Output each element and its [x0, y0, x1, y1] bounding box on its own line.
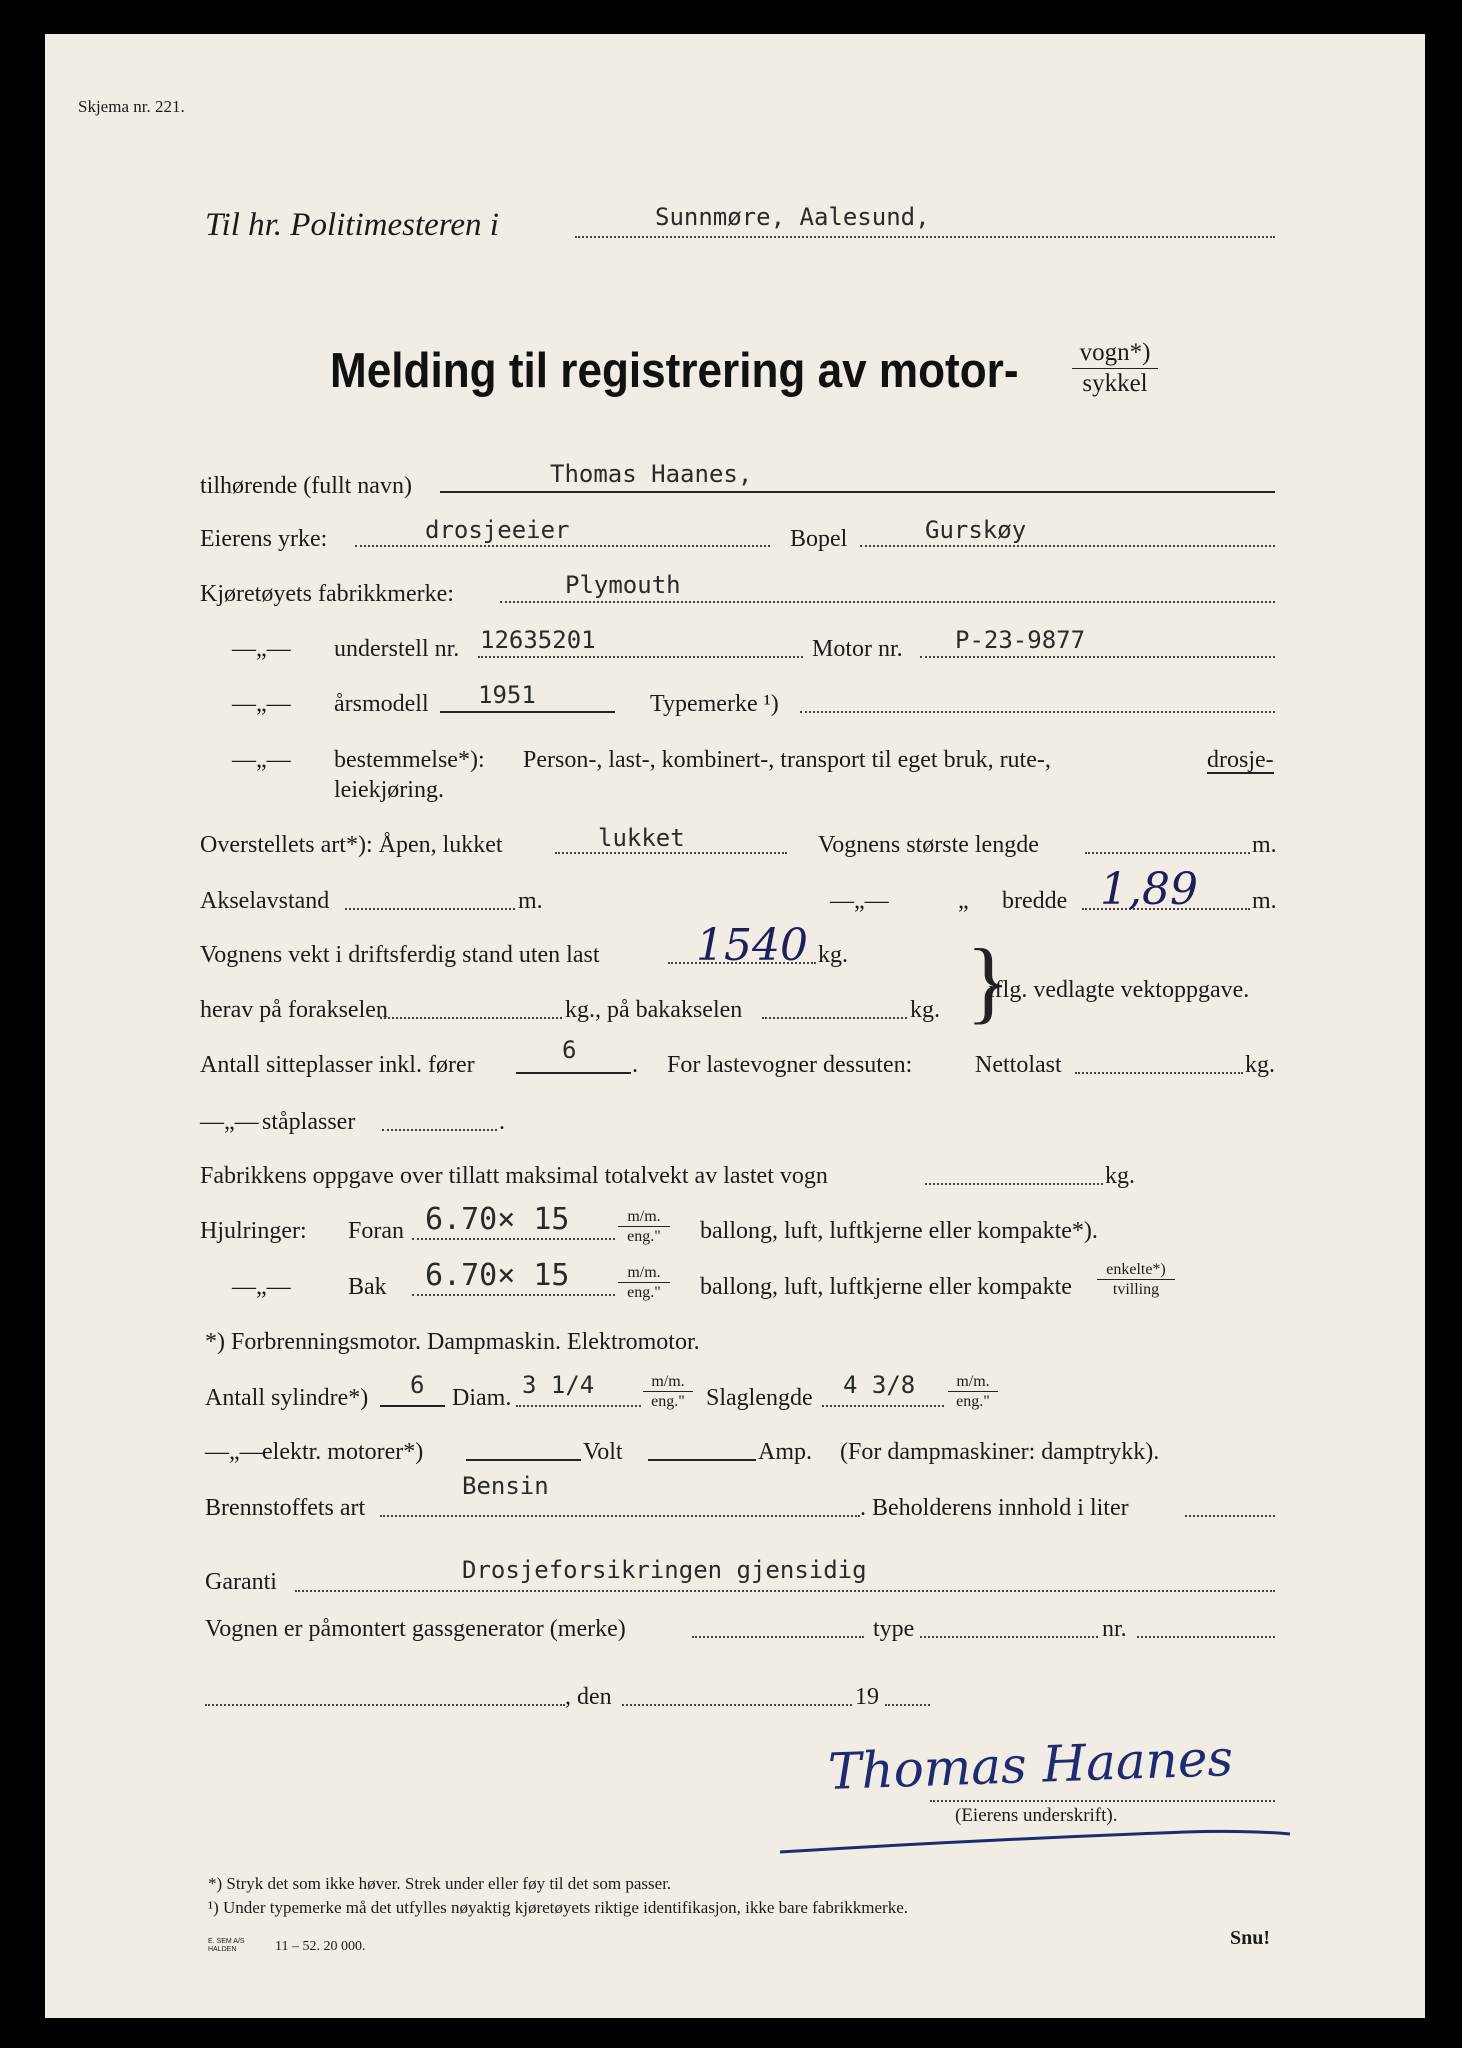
place-line: [205, 1704, 565, 1706]
ditto-mark: —„—: [232, 1274, 291, 1300]
insurance-label: Garanti: [205, 1569, 277, 1595]
maxweight-line: [925, 1183, 1103, 1185]
netload-unit: kg.: [1245, 1052, 1275, 1078]
addressee-value: Sunnmøre, Aalesund,: [655, 203, 930, 231]
residence-line: [860, 545, 1275, 547]
title-vehicle-type: [1072, 338, 1158, 399]
standing-period: .: [499, 1109, 505, 1135]
insurance-line: [295, 1590, 1275, 1592]
length-unit: m.: [1252, 832, 1277, 858]
gasgen-label: Vognen er påmontert gassgenerator (merke): [205, 1616, 626, 1642]
owner-label: tilhørende (fullt navn): [200, 473, 412, 499]
steam-note: (For dampmaskiner: damptrykk).: [840, 1439, 1160, 1465]
electric-label: elektr. motorer*): [262, 1439, 424, 1465]
seats-period: .: [632, 1052, 638, 1078]
signature-underline-stroke: [775, 1822, 1295, 1862]
purpose-options: Person-, last-, kombinert-, transport til eget bruk, rute-,: [523, 747, 1051, 773]
make-label: Kjøretøyets fabrikkmerke:: [200, 581, 454, 607]
title-sup: vogn*): [1072, 338, 1158, 369]
footnote-1: *) Stryk det som ikke høver. Strek under eller føy til det som passer.: [208, 1874, 672, 1893]
occupation-line: [355, 545, 770, 547]
unit-eng: eng.": [651, 1393, 685, 1411]
fuel-line: [380, 1515, 860, 1517]
make-value: Plymouth: [565, 571, 681, 599]
front-label: Foran: [348, 1218, 404, 1244]
ditto-mark: —„—: [232, 636, 291, 662]
width-value: 1,89: [1100, 864, 1198, 915]
electric-line: [466, 1459, 581, 1461]
date-year-prefix: 19: [855, 1684, 879, 1710]
engine-types: *) Forbrenningsmotor. Dampmaskin. Elektromotor.: [205, 1329, 700, 1355]
weight-value: 1540: [696, 920, 808, 971]
maxweight-label: Fabrikkens oppgave over tillatt maksimal totalvekt av lastet vogn: [200, 1163, 828, 1189]
single-option: enkelte*): [1097, 1260, 1175, 1280]
rear-rim-units: [618, 1263, 670, 1302]
addressee-line: [575, 236, 1275, 238]
volt-label: Volt: [583, 1439, 623, 1465]
front-axle-line: [380, 1017, 562, 1019]
make-line: [500, 601, 1275, 603]
width-ditto: „: [958, 888, 969, 914]
ditto-mark: —„—: [232, 691, 291, 717]
type-line: [800, 711, 1275, 713]
rear-single-twin: [1097, 1260, 1175, 1299]
occupation-label: Eierens yrke:: [200, 526, 328, 552]
cylinders-value: 6: [410, 1371, 425, 1399]
chassis-line: [478, 656, 803, 658]
front-rim-units: [618, 1207, 670, 1246]
wheelbase-unit: m.: [518, 888, 543, 914]
width-unit: m.: [1252, 888, 1277, 914]
stroke-line: [822, 1405, 944, 1407]
seats-value: 6: [562, 1036, 577, 1064]
owner-signature: Thomas Haanes: [827, 1728, 1234, 1802]
unit-eng: eng.": [956, 1393, 990, 1411]
date-line: [622, 1704, 852, 1706]
type-label: Typemerke ¹): [650, 691, 779, 717]
width-label: bredde: [1002, 888, 1068, 914]
amp-label: Amp.: [758, 1439, 812, 1465]
purpose-options-cont: leiekjøring.: [334, 777, 444, 803]
motor-line: [920, 656, 1275, 658]
weight-note: iflg. vedlagte vektoppgave.: [988, 977, 1250, 1003]
print-info: 11 – 52. 20 000.: [275, 1939, 366, 1954]
owner-line: [440, 491, 1275, 493]
tank-line: [1185, 1515, 1275, 1517]
purpose-label: bestemmelse*):: [334, 747, 485, 773]
motor-label: Motor nr.: [812, 636, 903, 662]
fuel-value: Bensin: [462, 1472, 549, 1500]
front-tire-types: ballong, luft, luftkjerne eller kompakte*).: [700, 1218, 1098, 1244]
front-rim-value: 6.70× 15: [425, 1202, 570, 1237]
stroke-units: [948, 1372, 998, 1411]
ditto-mark: —„—: [200, 1109, 259, 1135]
purpose-drosje: drosje-: [1207, 747, 1274, 773]
footnote-2: ¹) Under typemerke må det utfylles nøyaktig kjøretøyets riktige identifikasjon, ikke bare fabrikkmerke.: [208, 1898, 908, 1917]
printer-mark: E. SEM A/S HALDEN: [208, 1938, 245, 1953]
signature-caption: (Eierens underskrift).: [955, 1805, 1118, 1826]
rear-label: Bak: [348, 1274, 387, 1300]
chassis-value: 12635201: [480, 626, 596, 654]
netload-line: [1075, 1072, 1243, 1074]
body-value: lukket: [598, 824, 685, 852]
rims-label: Hjulringer:: [200, 1218, 307, 1244]
ditto-mark: —„—: [232, 747, 291, 773]
weight-brace: }: [966, 930, 1011, 1032]
form-page: [45, 34, 1425, 2018]
wheelbase-label: Akselavstand: [200, 888, 330, 914]
cylinders-label: Antall sylindre*): [205, 1385, 369, 1411]
unit-mm: m/m.: [618, 1263, 670, 1283]
owner-value: Thomas Haanes,: [550, 460, 753, 488]
gasgen-line: [692, 1636, 864, 1638]
seats-label: Antall sitteplasser inkl. fører: [200, 1052, 475, 1078]
year-label: årsmodell: [334, 691, 429, 717]
front-rim-line: [412, 1238, 615, 1240]
diam-label: Diam.: [452, 1385, 512, 1411]
seats-line: [516, 1072, 631, 1074]
unit-mm: m/m.: [948, 1372, 998, 1392]
form-title: Melding til registrering av motor-: [330, 344, 1019, 398]
twin-option: tvilling: [1112, 1281, 1160, 1299]
signature-line: [930, 1800, 1275, 1802]
year-line: [440, 711, 615, 713]
ditto-mark: —„—: [205, 1439, 264, 1465]
length-label: Vognens største lengde: [818, 832, 1039, 858]
cylinders-line: [380, 1405, 445, 1407]
wheelbase-line: [345, 908, 515, 910]
chassis-label: understell nr.: [334, 636, 460, 662]
diam-value: 3 1/4: [522, 1371, 595, 1399]
standing-line: [382, 1129, 497, 1131]
gasgen-type-line: [920, 1636, 1098, 1638]
gasgen-type-label: type: [873, 1616, 915, 1642]
diam-line: [516, 1405, 641, 1407]
weight-unit: kg.: [818, 942, 848, 968]
body-line: [555, 852, 787, 854]
fuel-label: Brennstoffets art: [205, 1495, 366, 1521]
year-line: [885, 1704, 930, 1706]
residence-label: Bopel: [790, 526, 848, 552]
addressee-label: Til hr. Politimesteren i: [205, 207, 499, 243]
maxweight-unit: kg.: [1105, 1163, 1135, 1189]
gasgen-no-label: nr.: [1102, 1616, 1127, 1642]
title-sub: sykkel: [1082, 370, 1148, 397]
unit-mm: m/m.: [643, 1372, 693, 1392]
motor-value: P-23-9877: [955, 626, 1086, 654]
unit-eng: eng.": [627, 1228, 661, 1246]
gasgen-no-line: [1137, 1636, 1275, 1638]
rear-rim-line: [412, 1294, 615, 1296]
diam-units: [643, 1372, 693, 1411]
turn-over: Snu!: [1230, 1927, 1271, 1949]
front-axle-label: herav på forakselen: [200, 997, 388, 1023]
rear-axle-line: [762, 1017, 907, 1019]
rear-axle-unit: kg.: [910, 997, 940, 1023]
occupation-value: drosjeeier: [425, 516, 570, 544]
length-line: [1085, 852, 1250, 854]
weight-label: Vognens vekt i driftsferdig stand uten last: [200, 942, 600, 968]
volt-line: [648, 1459, 756, 1461]
rear-rim-value: 6.70× 15: [425, 1258, 570, 1293]
form-number: Skjema nr. 221.: [78, 97, 185, 116]
ditto-mark: —„—: [830, 888, 889, 914]
rear-axle-label: kg., på bakakselen: [565, 997, 743, 1023]
unit-mm: m/m.: [618, 1207, 670, 1227]
netload-label: Nettolast: [975, 1052, 1062, 1078]
unit-eng: eng.": [627, 1284, 661, 1302]
tank-label: . Beholderens innhold i liter: [860, 1495, 1129, 1521]
truck-label: For lastevogner dessuten:: [667, 1052, 913, 1078]
standing-label: ståplasser: [262, 1109, 356, 1135]
year-value: 1951: [478, 681, 536, 709]
rear-tire-types: ballong, luft, luftkjerne eller kompakte: [700, 1274, 1072, 1300]
body-label: Overstellets art*): Åpen, lukket: [200, 832, 503, 858]
date-den: , den: [565, 1684, 612, 1710]
residence-value: Gurskøy: [925, 516, 1027, 544]
stroke-value: 4 3/8: [843, 1371, 916, 1399]
insurance-value: Drosjeforsikringen gjensidig: [462, 1556, 867, 1584]
stroke-label: Slaglengde: [706, 1385, 813, 1411]
